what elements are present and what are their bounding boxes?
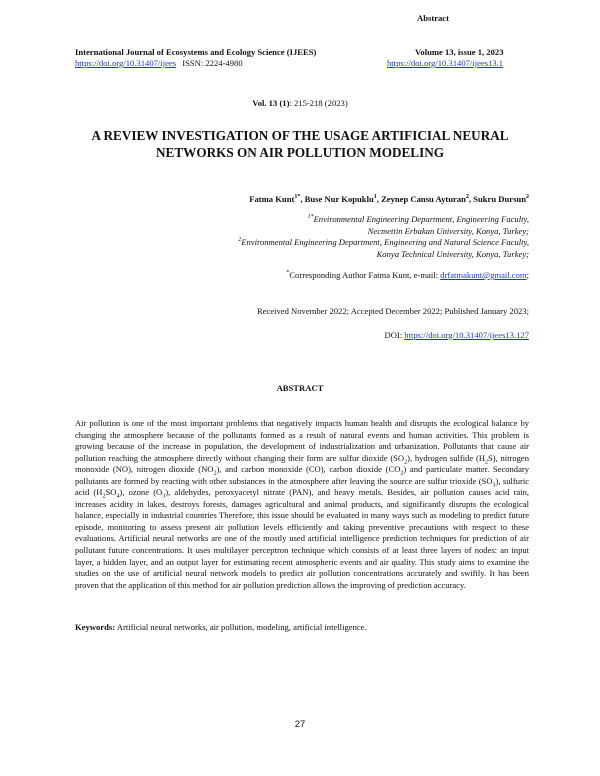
subscript: 3 <box>492 482 496 489</box>
abstract-text: S), nitrogen monoxide (NO), nitrogen dioxide (NO <box>75 452 529 475</box>
author-list <box>150 194 529 206</box>
affiliation-1-line-1 <box>150 214 529 226</box>
subscript: 2 <box>213 470 217 477</box>
subscript: 2 <box>485 459 488 466</box>
abstract-text: ), ozone (O <box>119 487 163 498</box>
abstract-heading: ABSTRACT <box>276 383 324 393</box>
title-line-1: A REVIEW INVESTIGATION OF THE USAGE ARTIFICIAL NEURAL <box>91 128 509 143</box>
page-number: 27 <box>294 719 306 730</box>
affiliations <box>150 214 529 260</box>
abstract-text: SO <box>105 487 117 498</box>
affiliation-2-line-1 <box>150 237 529 249</box>
subscript: 4 <box>116 493 120 500</box>
affiliation-1-sup: 1* <box>307 214 314 221</box>
affiliation-1-text: Environmental Engineering Department, Engineering Faculty, <box>313 214 529 224</box>
journal-name: International Journal of Ecosystems and Ecology Science (IJEES) <box>75 47 317 57</box>
citation-vol: Vol. 13 <box>252 98 278 108</box>
subscript: 3 <box>162 493 166 500</box>
affiliation-1-line-2: Necmettin Erbakan University, Konya, Turkey; <box>367 225 529 236</box>
affiliation-2-line-2: Konya Technical University, Konya, Turkey; <box>376 248 529 259</box>
doi-link[interactable]: https://doi.org/10.31407/ijees13.127 <box>404 330 529 340</box>
affiliation-2-text: Environmental Engineering Department, Engineering and Natural Science Faculty, <box>241 237 529 248</box>
subscript: 2 <box>400 470 404 477</box>
abstract-text: ), hydrogen sulfide (H <box>407 452 485 463</box>
abstract-text: ) and particulate matter. Secondary pollutants are formed by reacting with other substances in the atmosphere after leaving the source are sulfur trioxide (SO <box>75 464 529 486</box>
corresponding-email-link[interactable]: drfatmakunt@gmail.com <box>440 270 527 280</box>
citation-line <box>0 98 600 110</box>
author-name: Buse Nur Kopuklu <box>304 194 374 204</box>
paper-title <box>0 128 600 161</box>
author-name: Fatma Kunt <box>249 194 295 204</box>
author-separator: , <box>376 194 382 204</box>
abstract-text: ), aldehydes, peroxyacetyl nitrate (PAN), and heavy metals. Besides, air pollution causes acid rain, increases acidity in lakes, destroys forests, damages agricultural and animal products, and significantly disrupts the ecological balance, especially in industrial countries Therefore, this issue should be evaluated in many ways such as modeling to predict future episode, monitoring to assess present air pollution levels efficiently and taking preventive precautions with respect to these evaluations. Artificial neural networks are one of the mostly used artificial intelligence prediction techniques for prediction of air pollutant future concentrations. It uses multilayer perceptron technique which consists of at least three layers of nodes: an input layer, a hidden layer, and an output layer for estimating recent atmospheric events and air quality. This study aims to examine the studies on the use of artificial neural network models to predict air pollution concentrations accurately and swiftly. It has been proven that the application of this method for air pollution prediction allows the improving of prediction accuracy. <box>75 487 530 590</box>
author-name: Sukru Dursun <box>473 194 526 204</box>
author-separator: , <box>300 194 305 204</box>
journal-volume: Volume 13, issue 1, 2023 <box>415 47 504 57</box>
issn: ISSN: 2224-4980 <box>182 58 243 68</box>
keywords <box>75 622 529 634</box>
header-doi-right-link-wrap <box>387 58 503 68</box>
author-sup: 1 <box>373 194 377 201</box>
corresponding-author <box>150 270 529 282</box>
header-abstract-label: Abstract <box>417 13 449 23</box>
doi-label: DOI: <box>384 330 405 340</box>
author-sup: 2 <box>526 194 529 201</box>
subscript: 2 <box>102 493 106 500</box>
corresponding-mark: * <box>286 270 290 277</box>
keywords-label: Keywords: <box>75 622 116 632</box>
author-separator: , <box>468 194 474 204</box>
publication-dates: Received November 2022; Accepted December 2022; Published January 2023; <box>256 306 529 316</box>
corresponding-tail: ; <box>526 270 529 280</box>
header-doi-right-link[interactable]: https://doi.org/10.31407/ijees13.1 <box>387 58 504 68</box>
abstract-text: Air pollution is one of the most important problems that negatively impacts human health and disrupts the ecological balance by changing the atmosphere because of the pollutants formed as a result of natural events and human activities. This problem is growing because of the increase in population, the development of industrialization and urbanization. Pollutants that cause air pollution reaching the atmosphere directly without changing their form are sulfur dioxide (SO <box>75 418 529 463</box>
corresponding-text: Corresponding Author Fatma Kunt, e-mail: <box>289 270 441 280</box>
citation-pages: : 215-218 (2023) <box>289 98 348 108</box>
author-sup: 1* <box>294 194 301 201</box>
citation-issue: (1) <box>279 98 290 108</box>
title-line-2: NETWORKS ON AIR POLLUTION MODELING <box>156 144 444 160</box>
subscript: 2 <box>404 459 408 466</box>
affiliation-2-sup: 2 <box>238 237 242 244</box>
abstract-text: ), and carbon monoxide (CO), carbon dioxide (CO <box>216 464 401 475</box>
header-doi-left-link[interactable]: https://doi.org/10.31407/ijees <box>75 58 177 68</box>
author-sup: 2 <box>465 194 469 201</box>
author-name: Zeynep Cansu Ayturan <box>381 194 466 204</box>
keywords-text: Artificial neural networks, air pollution, modeling, artificial intelligence. <box>115 622 367 632</box>
header-doi-row <box>75 58 243 68</box>
abstract-text: ), sulfuric acid (H <box>75 475 529 498</box>
article-doi <box>150 330 529 342</box>
abstract-body <box>75 418 529 591</box>
